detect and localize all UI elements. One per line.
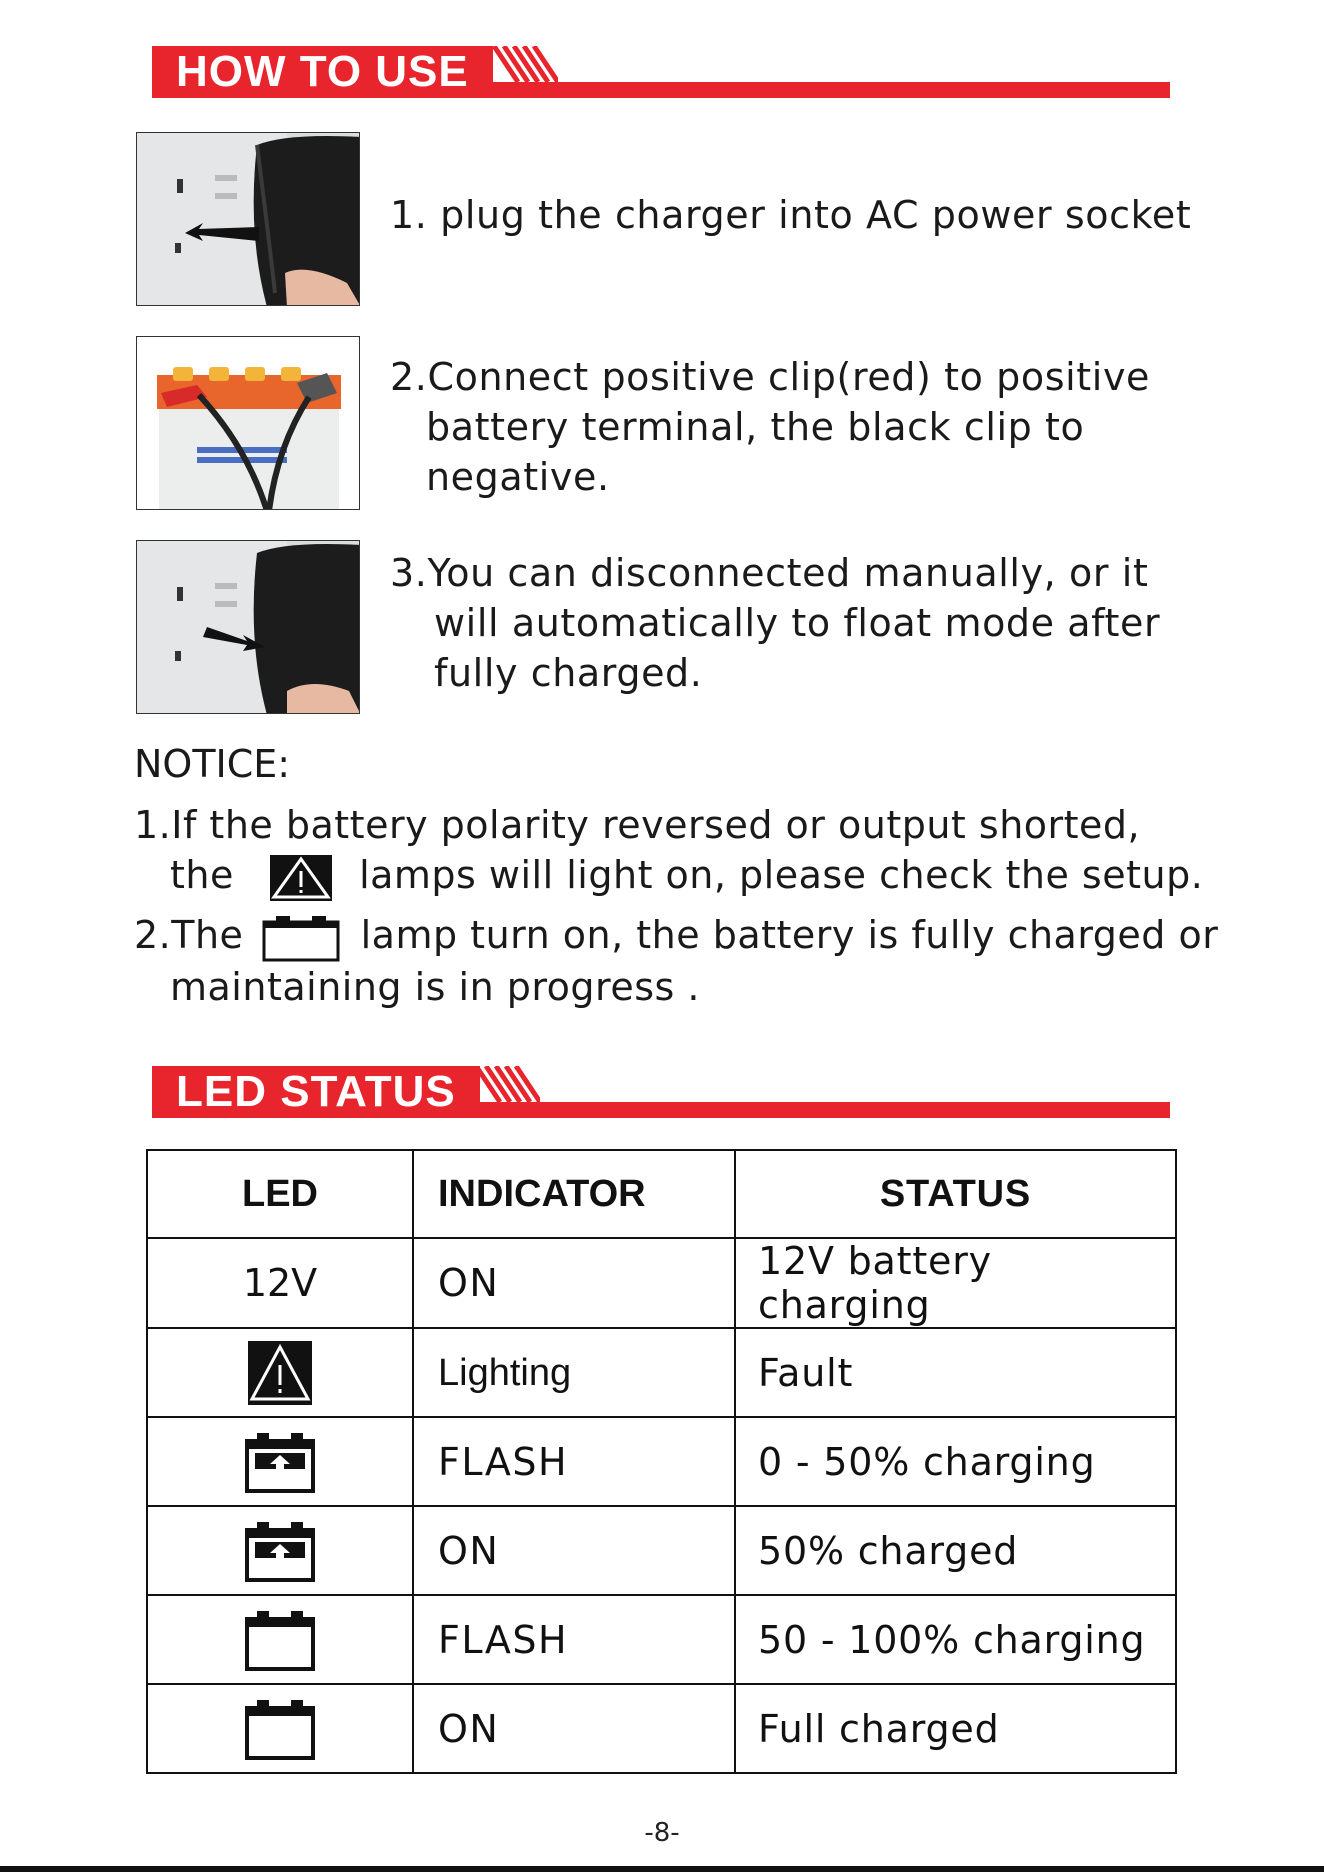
indicator-cell bbox=[413, 1684, 735, 1773]
table-row bbox=[147, 1506, 1176, 1595]
notice-1-lamps-text: lamps will light on, please check the setup. bbox=[359, 853, 1204, 897]
photo-battery-clips bbox=[136, 336, 360, 510]
warning-triangle-icon bbox=[248, 1341, 312, 1405]
table-row bbox=[147, 1238, 1176, 1328]
indicator-text: ON bbox=[438, 1528, 500, 1573]
notice-2-lamp-text: lamp turn on, the battery is fully charged or bbox=[360, 913, 1219, 957]
led-cell bbox=[147, 1417, 413, 1506]
led-cell bbox=[147, 1595, 413, 1684]
battery-full-icon bbox=[262, 914, 340, 962]
status-cell: 12V battery charging bbox=[735, 1238, 1176, 1328]
table-header-row bbox=[147, 1150, 1176, 1238]
notice-item-2 bbox=[134, 910, 1218, 1012]
table-row bbox=[147, 1595, 1176, 1684]
step-3-text bbox=[390, 548, 1160, 698]
step-1-text bbox=[390, 190, 1191, 240]
led-status-header bbox=[152, 1066, 1170, 1118]
battery-charging-arrow-icon bbox=[245, 1520, 315, 1582]
indicator-text: FLASH bbox=[438, 1439, 569, 1484]
notice-item-1 bbox=[134, 800, 1203, 901]
indicator-cell bbox=[413, 1595, 735, 1684]
indicator-cell bbox=[413, 1506, 735, 1595]
page-number: -8- bbox=[644, 1818, 680, 1848]
table-row bbox=[147, 1417, 1176, 1506]
header-stripes-icon bbox=[470, 1066, 540, 1102]
how-to-use-title: HOW TO USE bbox=[152, 46, 493, 98]
status-cell: 50 - 100% charging bbox=[735, 1595, 1176, 1684]
led-cell bbox=[147, 1506, 413, 1595]
indicator-text: ON bbox=[438, 1261, 500, 1305]
notice-2-line-1 bbox=[134, 910, 1218, 962]
table-row bbox=[147, 1328, 1176, 1417]
battery-full-icon bbox=[245, 1609, 315, 1671]
header-led: LED bbox=[147, 1150, 413, 1238]
table-row bbox=[147, 1684, 1176, 1773]
battery-charging-arrow-icon bbox=[245, 1431, 315, 1493]
led-status-table bbox=[146, 1149, 1177, 1774]
step-2-line-2: battery terminal, the black clip to bbox=[426, 405, 1085, 449]
indicator-cell bbox=[413, 1328, 735, 1417]
step-3-line-2: will automatically to float mode after bbox=[434, 601, 1161, 645]
led-cell bbox=[147, 1328, 413, 1417]
led-status-title: LED STATUS bbox=[152, 1066, 480, 1118]
notice-1-the: the bbox=[170, 853, 234, 897]
status-cell: 50% charged bbox=[735, 1506, 1176, 1595]
notice-1-line-2 bbox=[134, 850, 1203, 901]
status-cell: Full charged bbox=[735, 1684, 1176, 1773]
indicator-text: ON bbox=[438, 1706, 500, 1751]
notice-title: NOTICE: bbox=[134, 742, 291, 786]
how-to-use-header bbox=[152, 46, 1170, 98]
indicator-text: Lighting bbox=[438, 1352, 572, 1394]
step-1-line-1: 1. plug the charger into AC power socket bbox=[390, 193, 1192, 237]
warning-triangle-icon bbox=[270, 855, 332, 901]
status-cell: 0 - 50% charging bbox=[735, 1417, 1176, 1506]
led-cell bbox=[147, 1684, 413, 1773]
step-2-text bbox=[390, 352, 1150, 502]
photo-plug-in bbox=[136, 132, 360, 306]
photo-unplug bbox=[136, 540, 360, 714]
notice-2-the: 2.The bbox=[134, 913, 244, 957]
header-stripes-icon bbox=[488, 46, 558, 82]
indicator-cell bbox=[413, 1238, 735, 1328]
step-2-line-3: negative. bbox=[426, 455, 610, 499]
notice-2-line-2: maintaining is in progress . bbox=[170, 964, 700, 1009]
status-cell: Fault bbox=[735, 1328, 1176, 1417]
header-indicator: INDICATOR bbox=[413, 1150, 735, 1238]
indicator-cell bbox=[413, 1417, 735, 1506]
step-3-line-3: fully charged. bbox=[434, 651, 703, 695]
step-3-line-1: 3.You can disconnected manually, or it bbox=[390, 551, 1149, 595]
led-cell: 12V bbox=[147, 1238, 413, 1328]
bottom-rule bbox=[0, 1866, 1324, 1872]
battery-full-icon bbox=[245, 1698, 315, 1760]
indicator-text: FLASH bbox=[438, 1617, 569, 1662]
notice-1-line-1: 1.If the battery polarity reversed or output shorted, bbox=[134, 803, 1141, 847]
step-2-line-1: 2.Connect positive clip(red) to positive bbox=[390, 355, 1151, 399]
header-status: STATUS bbox=[735, 1150, 1176, 1238]
